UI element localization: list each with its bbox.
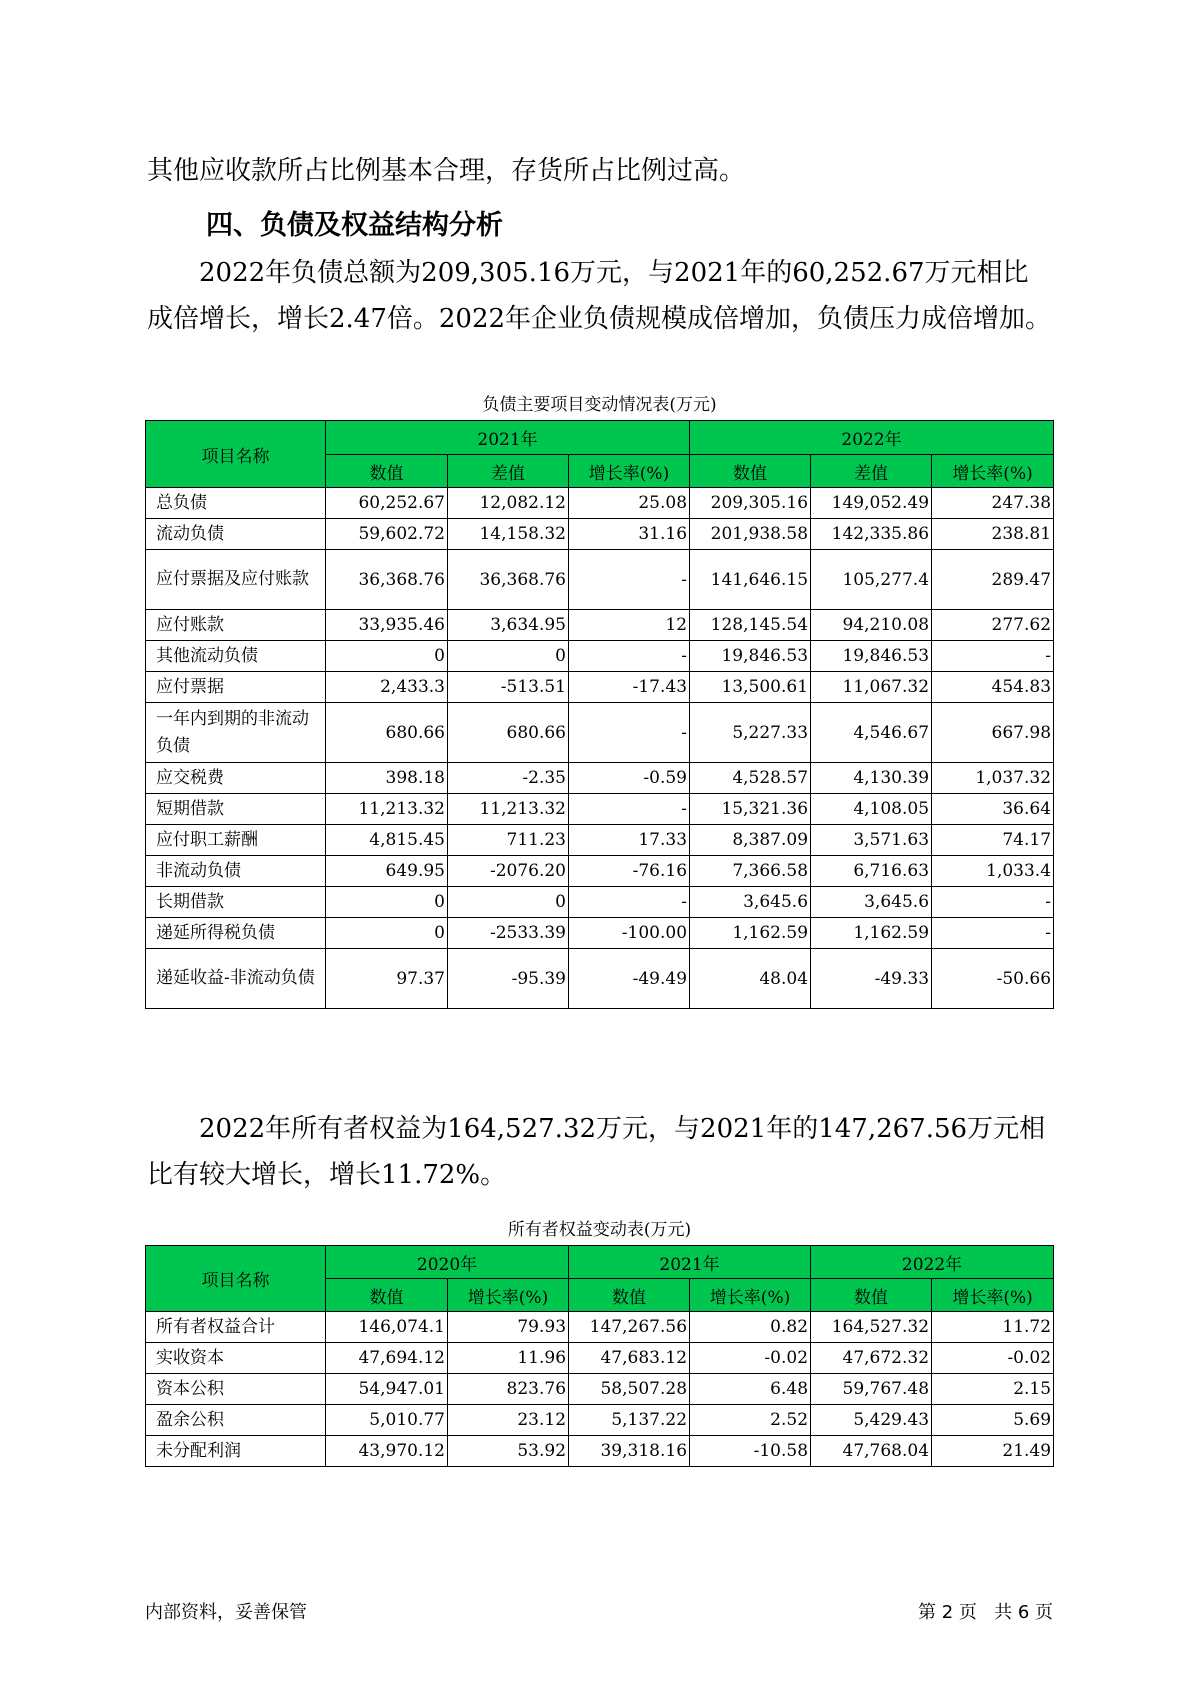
cell-d1: 36,368.76	[448, 550, 569, 610]
row-label: 非流动负债	[146, 856, 326, 887]
row-label: 应付职工薪酬	[146, 825, 326, 856]
table-row	[146, 1436, 1054, 1467]
table-row	[146, 1405, 1054, 1436]
cell-d2: 94,210.08	[811, 610, 932, 641]
cell-d1: 0	[448, 641, 569, 672]
cell-g1: -0.59	[569, 763, 690, 794]
row-label: 短期借款	[146, 794, 326, 825]
cell-v1: 146,074.1	[326, 1312, 448, 1343]
cell-d1: -2533.39	[448, 918, 569, 949]
table-row	[146, 763, 1054, 794]
cell-g1: -	[569, 887, 690, 918]
cell-g2: 1,033.4	[932, 856, 1054, 887]
cell-g2: -0.02	[690, 1343, 811, 1374]
cell-g2: -10.58	[690, 1436, 811, 1467]
cell-g2: 238.81	[932, 519, 1054, 550]
table-row	[146, 825, 1054, 856]
table-row	[146, 1343, 1054, 1374]
row-label: 实收资本	[146, 1343, 326, 1374]
footer-confidential-note: 内部资料，妥善保管	[145, 1602, 307, 1623]
growth-col-header: 增长率(%)	[932, 1279, 1054, 1312]
cell-d2: 149,052.49	[811, 488, 932, 519]
cell-g3: 11.72	[932, 1312, 1054, 1343]
row-label: 应付票据	[146, 672, 326, 703]
cell-g2: 36.64	[932, 794, 1054, 825]
cell-v2: 7,366.58	[690, 856, 811, 887]
cell-v1: 5,010.77	[326, 1405, 448, 1436]
cell-v2: 3,645.6	[690, 887, 811, 918]
cell-d2: 19,846.53	[811, 641, 932, 672]
cell-g3: 5.69	[932, 1405, 1054, 1436]
cell-v1: 4,815.45	[326, 825, 448, 856]
cell-v1: 398.18	[326, 763, 448, 794]
cell-d2: 6,716.63	[811, 856, 932, 887]
item-name-header: 项目名称	[146, 421, 326, 488]
cell-d2: 4,130.39	[811, 763, 932, 794]
cell-g2: -	[932, 641, 1054, 672]
cell-v2: 147,267.56	[569, 1312, 690, 1343]
value-col-header: 数值	[690, 455, 811, 488]
cell-v1: 97.37	[326, 949, 448, 1009]
row-label: 长期借款	[146, 887, 326, 918]
cell-v1: 680.66	[326, 703, 448, 763]
growth-col-header: 增长率(%)	[569, 455, 690, 488]
cell-d1: 3,634.95	[448, 610, 569, 641]
cell-v1: 36,368.76	[326, 550, 448, 610]
cell-g1: -	[569, 703, 690, 763]
cell-d1: 711.23	[448, 825, 569, 856]
cell-d2: 4,546.67	[811, 703, 932, 763]
cell-v3: 59,767.48	[811, 1374, 932, 1405]
cell-d1: -2.35	[448, 763, 569, 794]
table-row	[146, 488, 1054, 519]
cell-v2: 8,387.09	[690, 825, 811, 856]
cell-d2: 1,162.59	[811, 918, 932, 949]
section-heading: 四、负债及权益结构分析	[206, 210, 503, 241]
cell-d2: 11,067.32	[811, 672, 932, 703]
cell-g2: 6.48	[690, 1374, 811, 1405]
row-label: 未分配利润	[146, 1436, 326, 1467]
cell-v1: 60,252.67	[326, 488, 448, 519]
liability-paragraph: 2022年负债总额为209,305.16万元，与2021年的60,252.67万元相比成倍增长，增长2.47倍。2022年企业负债规模成倍增加，负债压力成倍增加。	[147, 258, 1052, 334]
cell-v1: 649.95	[326, 856, 448, 887]
cell-g1: -	[569, 641, 690, 672]
cell-g1: -76.16	[569, 856, 690, 887]
table-row	[146, 519, 1054, 550]
cell-v2: 5,227.33	[690, 703, 811, 763]
row-label: 总负债	[146, 488, 326, 519]
cell-d1: 14,158.32	[448, 519, 569, 550]
cell-g2: -	[932, 918, 1054, 949]
cell-g1: 53.92	[448, 1436, 569, 1467]
cell-g2: -50.66	[932, 949, 1054, 1009]
intro-paragraph: 其他应收款所占比例基本合理，存货所占比例过高。	[147, 156, 746, 186]
cell-v2: 47,683.12	[569, 1343, 690, 1374]
equity-table	[145, 1245, 1054, 1467]
row-label: 递延收益-非流动负债	[146, 949, 326, 1009]
cell-g2: 2.52	[690, 1405, 811, 1436]
table-row	[146, 949, 1054, 1009]
table-row	[146, 550, 1054, 610]
year-header: 2022年	[811, 1246, 1054, 1279]
cell-d1: 11,213.32	[448, 794, 569, 825]
row-label: 盈余公积	[146, 1405, 326, 1436]
value-col-header: 数值	[811, 1279, 932, 1312]
cell-v2: 19,846.53	[690, 641, 811, 672]
cell-v2: 58,507.28	[569, 1374, 690, 1405]
cell-v1: 0	[326, 887, 448, 918]
year-header: 2021年	[569, 1246, 811, 1279]
growth-col-header: 增长率(%)	[932, 455, 1054, 488]
cell-g1: 12	[569, 610, 690, 641]
cell-g3: 21.49	[932, 1436, 1054, 1467]
cell-g3: 2.15	[932, 1374, 1054, 1405]
cell-g1: 823.76	[448, 1374, 569, 1405]
cell-d2: 3,645.6	[811, 887, 932, 918]
table-row	[146, 887, 1054, 918]
cell-v1: 43,970.12	[326, 1436, 448, 1467]
item-name-header: 项目名称	[146, 1246, 326, 1312]
diff-col-header: 差值	[448, 455, 569, 488]
cell-v2: 13,500.61	[690, 672, 811, 703]
row-label: 所有者权益合计	[146, 1312, 326, 1343]
cell-g2: 667.98	[932, 703, 1054, 763]
cell-d2: 3,571.63	[811, 825, 932, 856]
diff-col-header: 差值	[811, 455, 932, 488]
cell-g1: 11.96	[448, 1343, 569, 1374]
cell-v2: 4,528.57	[690, 763, 811, 794]
cell-v1: 2,433.3	[326, 672, 448, 703]
cell-g1: 23.12	[448, 1405, 569, 1436]
table-row	[146, 703, 1054, 763]
cell-d1: 680.66	[448, 703, 569, 763]
cell-d1: -2076.20	[448, 856, 569, 887]
cell-d2: 4,108.05	[811, 794, 932, 825]
year-header: 2022年	[690, 421, 1054, 455]
row-label: 流动负债	[146, 519, 326, 550]
table-row	[146, 1312, 1054, 1343]
growth-col-header: 增长率(%)	[690, 1279, 811, 1312]
cell-g2: 277.62	[932, 610, 1054, 641]
table-row	[146, 918, 1054, 949]
cell-d1: 12,082.12	[448, 488, 569, 519]
cell-v3: 5,429.43	[811, 1405, 932, 1436]
cell-d1: -513.51	[448, 672, 569, 703]
cell-v1: 0	[326, 641, 448, 672]
cell-g2: 1,037.32	[932, 763, 1054, 794]
growth-col-header: 增长率(%)	[448, 1279, 569, 1312]
year-header: 2021年	[326, 421, 690, 455]
cell-g1: 17.33	[569, 825, 690, 856]
table-row	[146, 856, 1054, 887]
cell-g2: 454.83	[932, 672, 1054, 703]
cell-g2: 247.38	[932, 488, 1054, 519]
value-col-header: 数值	[569, 1279, 690, 1312]
cell-g1: 79.93	[448, 1312, 569, 1343]
row-label: 应付账款	[146, 610, 326, 641]
cell-d1: -95.39	[448, 949, 569, 1009]
cell-g2: 74.17	[932, 825, 1054, 856]
cell-v2: 5,137.22	[569, 1405, 690, 1436]
cell-v3: 164,527.32	[811, 1312, 932, 1343]
cell-g1: 25.08	[569, 488, 690, 519]
cell-v2: 201,938.58	[690, 519, 811, 550]
cell-v2: 39,318.16	[569, 1436, 690, 1467]
liability-table	[145, 420, 1054, 1009]
cell-g1: -17.43	[569, 672, 690, 703]
table-row	[146, 794, 1054, 825]
cell-d1: 0	[448, 887, 569, 918]
year-header: 2020年	[326, 1246, 569, 1279]
row-label: 递延所得税负债	[146, 918, 326, 949]
cell-v2: 141,646.15	[690, 550, 811, 610]
row-label: 应交税费	[146, 763, 326, 794]
cell-g1: -	[569, 794, 690, 825]
cell-v1: 33,935.46	[326, 610, 448, 641]
cell-v3: 47,672.32	[811, 1343, 932, 1374]
table-row	[146, 1374, 1054, 1405]
cell-v1: 54,947.01	[326, 1374, 448, 1405]
cell-g1: -100.00	[569, 918, 690, 949]
table-row	[146, 641, 1054, 672]
cell-v2: 15,321.36	[690, 794, 811, 825]
cell-v2: 128,145.54	[690, 610, 811, 641]
cell-d2: -49.33	[811, 949, 932, 1009]
cell-g1: -	[569, 550, 690, 610]
value-col-header: 数值	[326, 455, 448, 488]
cell-v2: 1,162.59	[690, 918, 811, 949]
cell-v2: 48.04	[690, 949, 811, 1009]
liability-table-caption: 负债主要项目变动情况表(万元)	[482, 395, 717, 415]
cell-d2: 105,277.4	[811, 550, 932, 610]
cell-g2: 289.47	[932, 550, 1054, 610]
row-label: 资本公积	[146, 1374, 326, 1405]
equity-paragraph: 2022年所有者权益为164,527.32万元，与2021年的147,267.56万元相比有较大增长，增长11.72%。	[147, 1114, 1046, 1190]
cell-g3: -0.02	[932, 1343, 1054, 1374]
footer-page-number: 第 2 页 共 6 页	[918, 1602, 1053, 1623]
cell-g2: -	[932, 887, 1054, 918]
cell-g1: -49.49	[569, 949, 690, 1009]
cell-g1: 31.16	[569, 519, 690, 550]
row-label: 其他流动负债	[146, 641, 326, 672]
table-row	[146, 672, 1054, 703]
table-row	[146, 610, 1054, 641]
cell-v1: 59,602.72	[326, 519, 448, 550]
row-label: 一年内到期的非流动负债	[146, 703, 326, 763]
row-label: 应付票据及应付账款	[146, 550, 326, 610]
cell-v1: 11,213.32	[326, 794, 448, 825]
cell-v2: 209,305.16	[690, 488, 811, 519]
cell-v1: 47,694.12	[326, 1343, 448, 1374]
cell-g2: 0.82	[690, 1312, 811, 1343]
cell-v3: 47,768.04	[811, 1436, 932, 1467]
equity-table-caption: 所有者权益变动表(万元)	[507, 1220, 692, 1240]
cell-v1: 0	[326, 918, 448, 949]
cell-d2: 142,335.86	[811, 519, 932, 550]
value-col-header: 数值	[326, 1279, 448, 1312]
